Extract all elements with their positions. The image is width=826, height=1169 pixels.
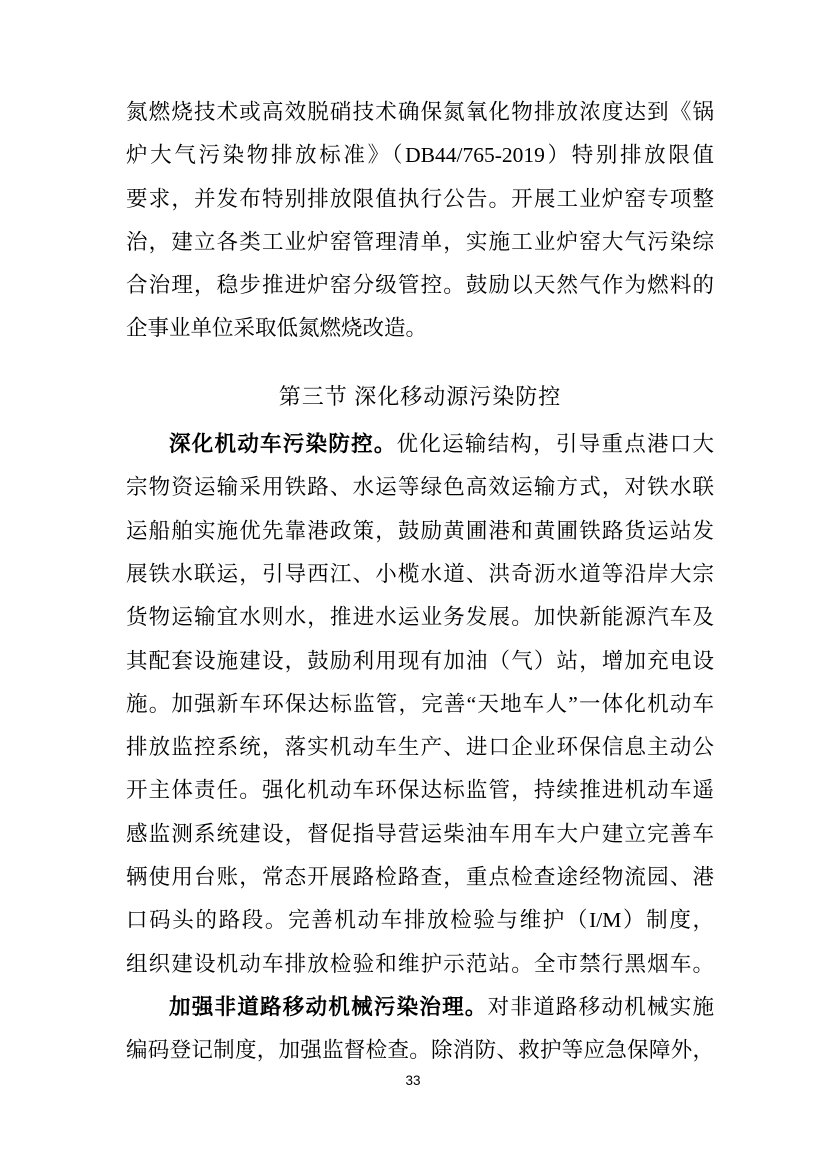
body-line: 炉大气污染物排放标准》（DB44/765-2019）特别排放限值 — [126, 143, 714, 168]
body-line — [126, 986, 714, 1029]
body-line: 合治理，稳步推进炉窑分级管控。鼓励以天然气作为燃料的 — [126, 273, 714, 298]
paragraph-nonroad-machinery — [126, 986, 714, 1073]
body-line: 排放监控系统，落实机动车生产、进口企业环保信息主动公 — [126, 735, 714, 760]
body-line: 氮燃烧技术或高效脱硝技术确保氮氧化物排放浓度达到《锅 — [126, 100, 714, 124]
body-line: 企事业单位采取低氮燃烧改造。 — [126, 316, 428, 341]
paragraph-continuation — [126, 91, 714, 351]
body-text: 优化运输结构，引导重点港口大 — [396, 432, 714, 457]
run-in-heading-bold: 深化机动车污染防控。 — [169, 432, 397, 457]
body-line: 其配套设施建设，鼓励利用现有加油（气）站，增加充电设 — [126, 648, 714, 673]
body-line: 感监测系统建设，督促指导营运柴油车用车大户建立完善车 — [126, 821, 714, 846]
body-line: 治，建立各类工业炉窑管理清单，实施工业炉窑大气污染综 — [126, 229, 714, 254]
page-number: 33 — [405, 1073, 421, 1088]
paragraph-vehicle-pollution — [126, 423, 714, 986]
run-in-heading-bold: 加强非道路移动机械污染治理。 — [169, 994, 488, 1019]
body-line: 辆使用台账，常态开展路检路查，重点检查途经物流园、港 — [126, 865, 714, 890]
body-line: 展铁水联运，引导西江、小榄水道、洪奇沥水道等沿岸大宗 — [126, 561, 714, 586]
body-line: 组织建设机动车排放检验和维护示范站。全市禁行黑烟车。 — [126, 951, 714, 976]
body-line: 开主体责任。强化机动车环保达标监管，持续推进机动车遥 — [126, 778, 714, 803]
body-line: 宗物资运输采用铁路、水运等绿色高效运输方式，对铁水联 — [126, 475, 714, 500]
section-heading: 第三节 深化移动源污染防控 — [278, 383, 562, 409]
body-line — [126, 423, 714, 466]
page-body — [126, 91, 714, 1073]
body-line: 口码头的路段。完善机动车排放检验与维护（I/M）制度， — [126, 908, 714, 933]
body-line: 施。加强新车环保达标监管，完善“天地车人”一体化机动车 — [126, 691, 714, 716]
body-line: 要求，并发布特别排放限值执行公告。开展工业炉窑专项整 — [126, 186, 714, 211]
body-line: 运船舶实施优先靠港政策，鼓励黄圃港和黄圃铁路货运站发 — [126, 518, 714, 543]
body-line: 编码登记制度，加强监督检查。除消防、救护等应急保障外， — [126, 1038, 714, 1063]
body-line: 货物运输宜水则水，推进水运业务发展。加快新能源汽车及 — [126, 605, 714, 630]
body-text: 对非道路移动机械实施 — [487, 994, 714, 1019]
